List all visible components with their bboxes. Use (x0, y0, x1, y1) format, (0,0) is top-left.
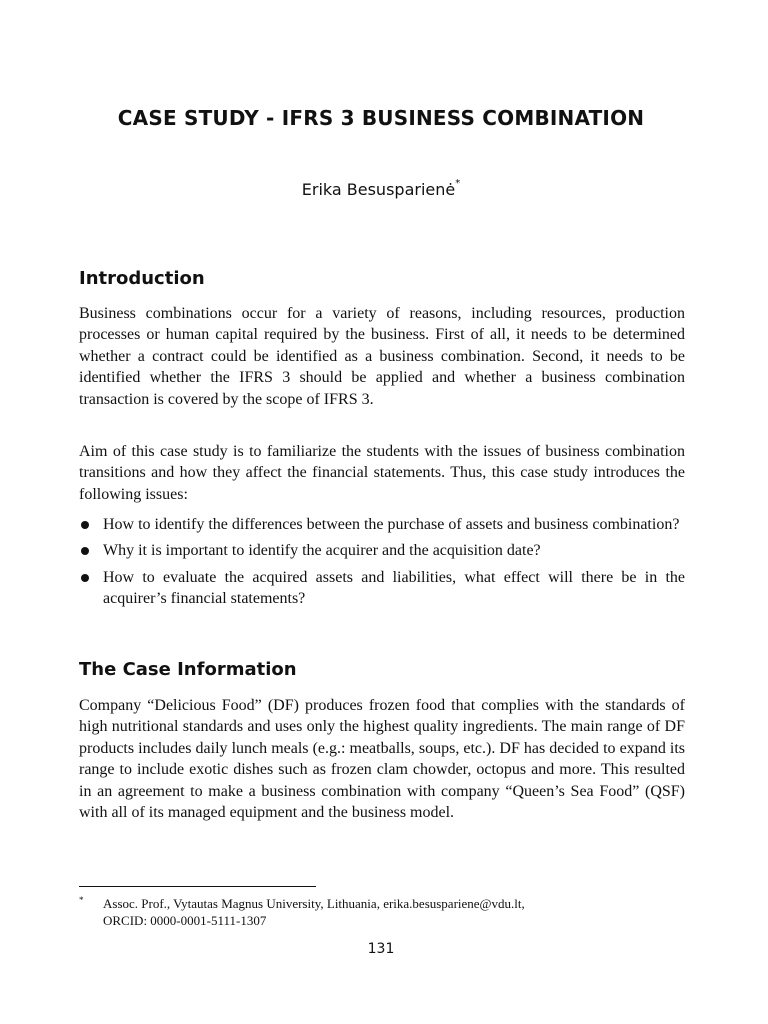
case-information-heading: The Case Information (79, 659, 297, 680)
author-line (0, 180, 762, 199)
author-footnote-mark: * (455, 178, 461, 189)
bullet-icon (81, 521, 89, 529)
introduction-paragraph-2: Aim of this case study is to familiarize the students with the issues of business combination transitions and how they affect the financial statements. Thus, this case study introduces the following issues: (79, 443, 685, 503)
issue-text: Why it is important to identify the acquirer and the acquisition date? (103, 542, 541, 560)
issue-item (79, 514, 685, 535)
introduction-heading: Introduction (79, 268, 205, 289)
footnote-divider (79, 886, 316, 887)
issue-text: How to identify the differences between the purchase of assets and business combination? (103, 516, 680, 533)
footnote-mark: * (79, 895, 84, 905)
page-number: 131 (367, 941, 395, 957)
bullet-icon (81, 574, 89, 582)
footnote-line-1: Assoc. Prof., Vytautas Magnus University, Lithuania, erika.besuspariene@vdu.lt, (103, 896, 525, 911)
footnote (79, 895, 685, 929)
introduction-paragraph-1: Business combinations occur for a variety of reasons, including resources, production processes or human capital required by the business. First of all, it needs to be determined whether a contract could be identified as a business combination. Second, it needs to be identified whether the IFRS 3 should be applied and whether a business combination transaction is covered by the scope of IFRS 3. (79, 305, 685, 408)
issue-item (79, 567, 685, 610)
bullet-icon (81, 547, 89, 555)
document-title: CASE STUDY - IFRS 3 BUSINESS COMBINATION (117, 106, 645, 130)
issues-list (79, 514, 685, 615)
case-information-paragraph: Company “Delicious Food” (DF) produces frozen food that complies with the standards of high nutritional standards and uses only the highest quality ingredients. The main range of DF products includes daily lunch meals (e.g.: meatballs, soups, etc.). DF has decided to expand its range to include exotic dishes such as frozen clam chowder, octopus and more. This resulted in an agreement to make a business combination with company “Queen’s Sea Food” (QSF) with all of its managed equipment and the business model. (79, 697, 685, 822)
issue-text: How to evaluate the acquired assets and liabilities, what effect will there be in the acquirer’s financial statements? (103, 568, 685, 608)
footnote-line-2: ORCID: 0000-0001-5111-1307 (103, 913, 267, 928)
author-name: Erika Besusparienė (301, 180, 456, 199)
issue-item (79, 540, 685, 561)
